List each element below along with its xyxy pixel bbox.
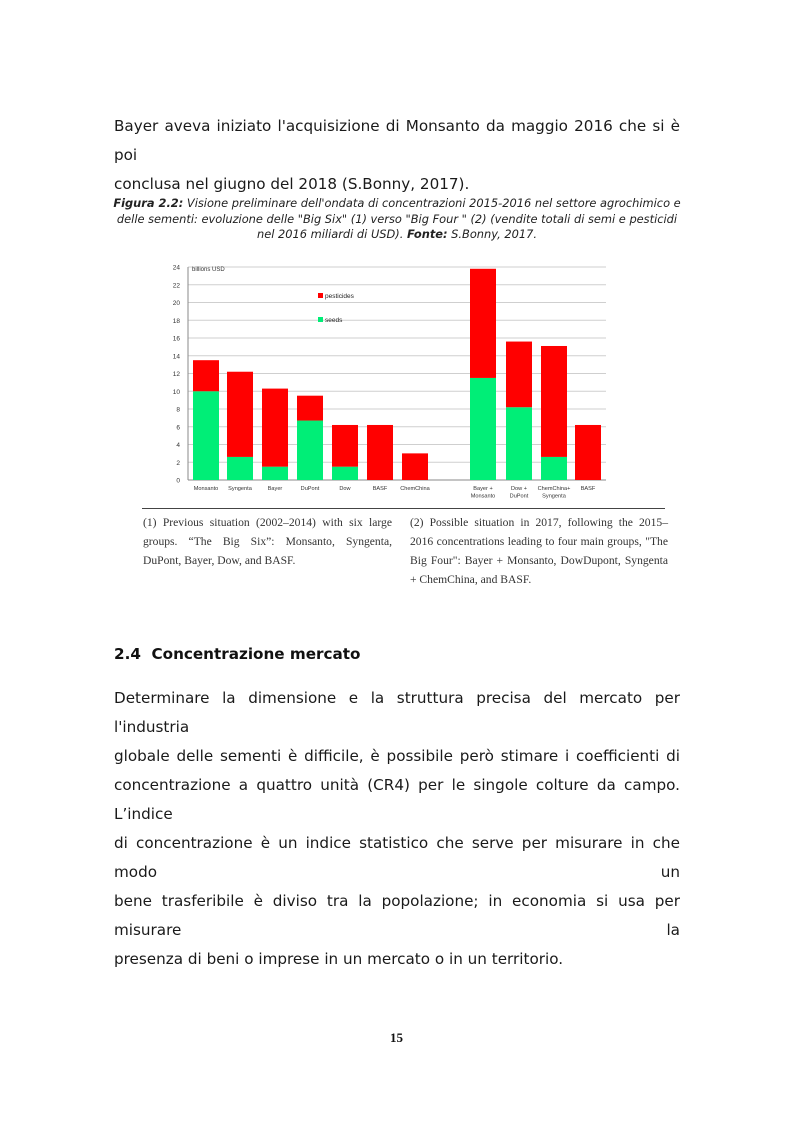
bar-pesticides (541, 346, 567, 457)
legend-swatch-seeds (318, 317, 323, 322)
body-line: globale delle sementi è difficile, è possibile però stimare i coefficienti di (114, 747, 680, 765)
figure-caption-text: Visione preliminare dell'ondata di concentrazioni 2015-2016 nel settore agrochimico e delle sementi: evoluzione delle "Big Six" (1) verso "Big Four " (2) (vendite totali di semi e pesticidi nel 2016 miliardi di USD). (116, 196, 681, 241)
figure-source-text: S.Bonny, 2017. (447, 227, 537, 241)
y-axis-label: billions USD (192, 267, 225, 273)
intro-line: Bayer aveva iniziato l'acquisizione di Monsanto da maggio 2016 che si è poi (114, 117, 680, 164)
y-tick-label: 22 (172, 282, 180, 290)
x-tick-label: Dow (339, 486, 351, 492)
y-tick-label: 0 (176, 477, 180, 485)
body-line: presenza di beni o imprese in un mercato o in un territorio. (114, 950, 564, 968)
intro-paragraph (114, 112, 680, 199)
bar-pesticides (402, 453, 428, 480)
bar-pesticides (193, 360, 219, 391)
body-line: Determinare la dimensione e la struttura precisa del mercato per l'industria (114, 689, 680, 736)
x-tick-label: BASF (580, 486, 596, 492)
bar-pesticides (575, 425, 601, 480)
x-tick-label: Bayer (267, 486, 283, 492)
bar-seeds (506, 407, 532, 480)
y-tick-label: 4 (176, 442, 180, 449)
bar-seeds (193, 391, 219, 480)
bar-pesticides (262, 389, 288, 467)
bar-seeds (470, 378, 496, 480)
legend-label-pesticides: pesticides (325, 293, 354, 300)
notes-divider (142, 508, 665, 509)
x-tick-label: BASF (372, 486, 388, 492)
y-tick-label: 8 (176, 406, 180, 414)
x-tick-label: ChemChina (400, 486, 430, 492)
y-tick-label: 24 (172, 264, 180, 272)
y-tick-label: 20 (172, 300, 180, 307)
x-tick-label: Syngenta (542, 493, 566, 500)
body-line: concentrazione a quattro unità (CR4) per le singole colture da campo. L’indice (114, 776, 680, 823)
x-tick-label: Monsanto (193, 486, 219, 492)
figure-note-right: (2) Possible situation in 2017, following the 2015–2016 concentrations leading to four main groups, "The Big Four": Bayer + Monsanto, DowDupont, Syngenta + ChemChina, and BASF. (410, 516, 668, 586)
bar-seeds (262, 467, 288, 480)
legend-swatch-pesticides (318, 293, 323, 298)
y-tick-label: 16 (172, 335, 180, 343)
y-tick-label: 12 (172, 371, 180, 378)
y-tick-label: 10 (172, 388, 180, 396)
page-number: 15 (390, 1030, 403, 1045)
body-line: di concentrazione è un indice statistico che serve per misurare in che modo un (114, 834, 680, 881)
figure-label: Figura 2.2: (113, 196, 184, 210)
figure-note-left: (1) Previous situation (2002–2014) with six large groups. “The Big Six”: Monsanto, Syngenta, DuPont, Bayer, Dow, and BASF. (143, 516, 392, 567)
bar-pesticides (367, 425, 393, 480)
x-tick-label: Syngenta (228, 486, 252, 492)
x-tick-label: Monsanto (470, 493, 496, 500)
y-tick-label: 14 (172, 353, 180, 361)
bar-pesticides (470, 269, 496, 378)
x-tick-label: ChemChina+ (537, 486, 571, 492)
bar-pesticides (506, 342, 532, 408)
bar-seeds (227, 457, 253, 480)
section-heading (114, 645, 360, 663)
bar-seeds (541, 457, 567, 480)
bar-seeds (332, 467, 358, 480)
stacked-bar-chart (150, 256, 620, 502)
bar-pesticides (297, 396, 323, 421)
y-tick-label: 2 (176, 459, 180, 467)
bar-pesticides (332, 425, 358, 467)
bar-pesticides (227, 372, 253, 457)
y-tick-label: 18 (172, 317, 180, 325)
figure-caption (112, 196, 682, 243)
x-tick-label: DuPont (300, 486, 320, 492)
section-title: Concentrazione mercato (151, 645, 361, 663)
body-paragraph (114, 684, 680, 974)
intro-line: conclusa nel giugno del 2018 (S.Bonny, 2017). (114, 175, 470, 193)
body-line: bene trasferibile è diviso tra la popolazione; in economia si usa per misurare la (114, 892, 680, 939)
bar-seeds (297, 421, 323, 480)
figure-source-label: Fonte: (406, 227, 448, 241)
x-tick-label: Bayer + (473, 486, 493, 492)
section-number: 2.4 (114, 645, 141, 663)
legend-label-seeds: seeds (325, 317, 343, 324)
x-tick-label: DuPont (509, 493, 529, 500)
y-tick-label: 6 (176, 424, 180, 432)
x-tick-label: Dow + (510, 486, 528, 492)
